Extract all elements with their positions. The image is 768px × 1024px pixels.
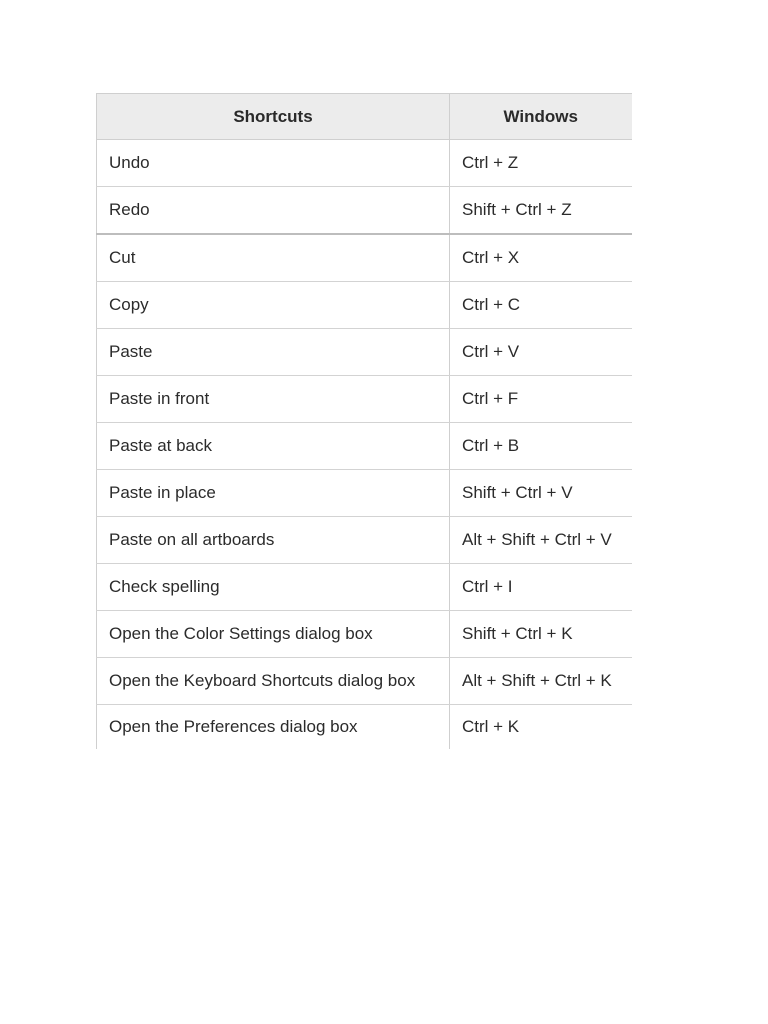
table-row [97, 282, 632, 329]
windows-shortcut-cell: Ctrl + V [450, 329, 632, 376]
windows-shortcut-cell: Ctrl + B [450, 423, 632, 470]
table-row [97, 658, 632, 705]
table-row [97, 517, 632, 564]
column-header-shortcuts: Shortcuts [97, 94, 450, 140]
action-cell: Paste [97, 329, 450, 376]
table-row [97, 234, 632, 282]
action-cell: Open the Keyboard Shortcuts dialog box [97, 658, 450, 705]
action-cell: Paste in place [97, 470, 450, 517]
table-row [97, 564, 632, 611]
action-cell: Open the Color Settings dialog box [97, 611, 450, 658]
windows-shortcut-cell: Shift + Ctrl + V [450, 470, 632, 517]
windows-shortcut-cell: Shift + Ctrl + Z [450, 187, 632, 235]
table-row [97, 705, 632, 750]
document-page [96, 93, 631, 749]
shortcuts-table [96, 93, 632, 749]
action-cell: Paste at back [97, 423, 450, 470]
action-cell: Copy [97, 282, 450, 329]
windows-shortcut-cell: Shift + Ctrl + K [450, 611, 632, 658]
table-row [97, 470, 632, 517]
windows-shortcut-cell: Ctrl + F [450, 376, 632, 423]
action-cell: Check spelling [97, 564, 450, 611]
windows-shortcut-cell: Ctrl + C [450, 282, 632, 329]
table-body [97, 140, 632, 750]
action-cell: Cut [97, 234, 450, 282]
table-row [97, 187, 632, 235]
table-header [97, 94, 632, 140]
action-cell: Paste on all artboards [97, 517, 450, 564]
windows-shortcut-cell: Ctrl + X [450, 234, 632, 282]
windows-shortcut-cell: Alt + Shift + Ctrl + V [450, 517, 632, 564]
windows-shortcut-cell: Ctrl + K [462, 717, 520, 736]
table-row [97, 376, 632, 423]
action-cell: Undo [97, 140, 450, 187]
table-row [97, 329, 632, 376]
action-cell: Open the Preferences dialog box [97, 705, 450, 750]
column-header-windows: Windows [450, 94, 632, 140]
table-row [97, 611, 632, 658]
action-cell: Redo [97, 187, 450, 235]
action-cell: Paste in front [97, 376, 450, 423]
windows-shortcut-cell: Alt + Shift + Ctrl + K [450, 658, 632, 705]
windows-shortcut-cell: Ctrl + Z [450, 140, 632, 187]
table-row [97, 423, 632, 470]
windows-shortcut-cell: Ctrl + I [450, 564, 632, 611]
header-row [97, 94, 632, 140]
table-row [97, 140, 632, 187]
